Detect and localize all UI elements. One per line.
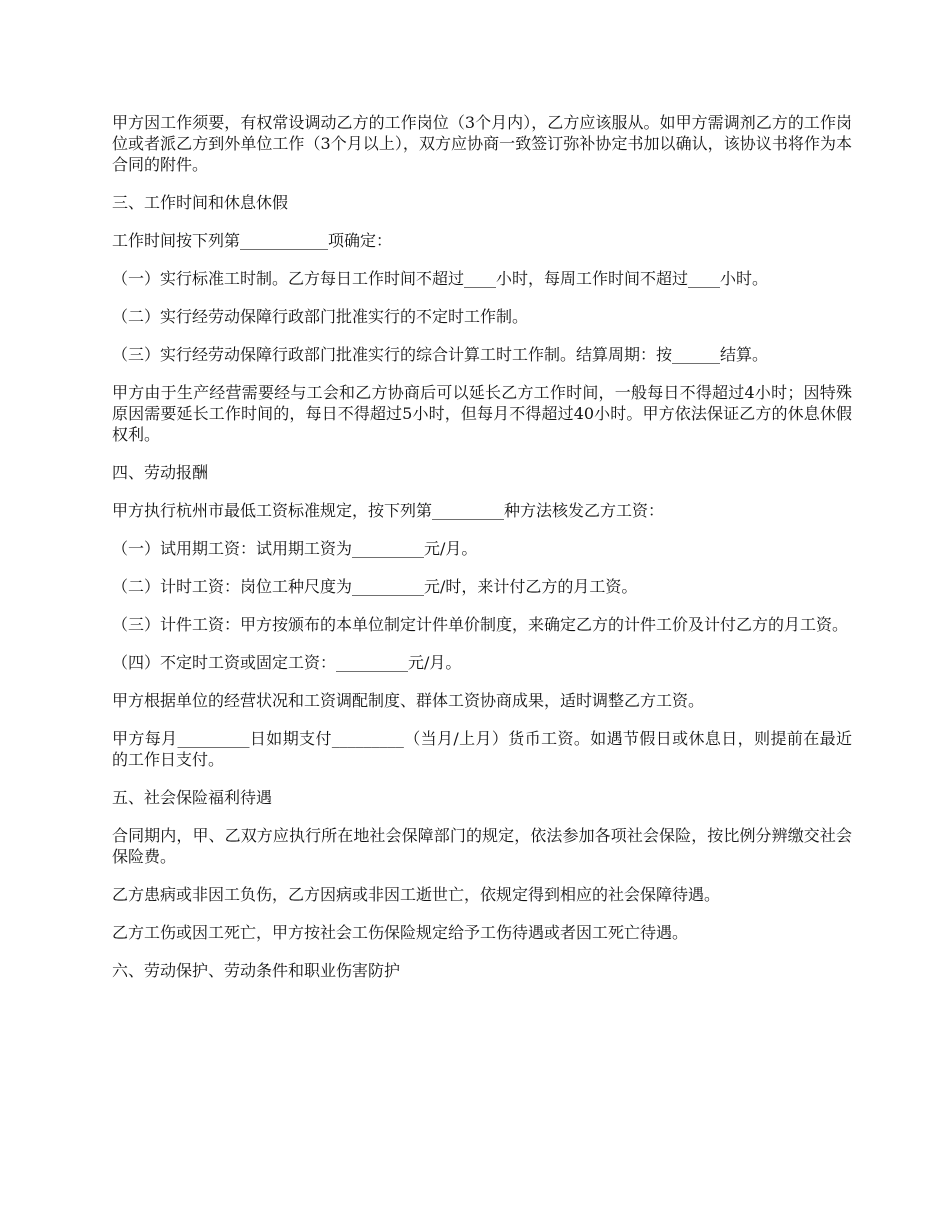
paragraph: （一）试用期工资：试用期工资为_________元/月。 — [112, 539, 478, 558]
paragraph: （三）计件工资：甲方按颁布的本单位制定计件单价制度，来确定乙方的计件工价及计付乙方的月工资。 — [112, 615, 849, 634]
section-heading: 三、工作时间和休息休假 — [112, 193, 289, 212]
paragraph: 合同期内，甲、乙双方应执行所在地社会保障部门的规定，依法参加各项社会保险，按比例分辨缴交社会保险费。 — [112, 826, 852, 866]
paragraph: （一）实行标准工时制。乙方每日工作时间不超过____小时，每周工作时间不超过____小时。 — [112, 269, 769, 288]
paragraph: 甲方根据单位的经营状况和工资调配制度、群体工资协商成果，适时调整乙方工资。 — [112, 691, 705, 710]
paragraph: （四）不定时工资或固定工资：_________元/月。 — [112, 653, 462, 672]
section-heading: 四、劳动报酬 — [112, 463, 209, 482]
document-body — [112, 112, 852, 998]
paragraph: 乙方工伤或因工死亡，甲方按社会工伤保险规定给予工伤待遇或者因工死亡待遇。 — [112, 923, 689, 942]
paragraph: （二）实行经劳动保障行政部门批准实行的不定时工作制。 — [112, 307, 529, 326]
paragraph: 工作时间按下列第___________项确定： — [112, 231, 393, 250]
paragraph: （二）计时工资：岗位工种尺度为_________元/时，来计付乙方的月工资。 — [112, 577, 638, 596]
paragraph: 乙方患病或非因工负伤，乙方因病或非因工逝世亡，依规定得到相应的社会保障待遇。 — [112, 885, 721, 904]
paragraph: 甲方执行杭州市最低工资标准规定，按下列第_________种方法核发乙方工资： — [112, 501, 665, 520]
paragraph: 甲方因工作须要，有权常设调动乙方的工作岗位（3个月内），乙方应该服从。如甲方需调剂乙方的工作岗位或者派乙方到外单位工作（3个月以上），双方应协商一致签订弥补协定书加以确认，该协议书将作为本合同的附件。 — [112, 113, 852, 174]
section-heading: 五、社会保险福利待遇 — [112, 788, 273, 807]
paragraph: 甲方每月_________日如期支付_________（当月/上月）货币工资。如遇节假日或休息日，则提前在最近的工作日支付。 — [112, 729, 852, 769]
paragraph: （三）实行经劳动保障行政部门批准实行的综合计算工时工作制。结算周期：按______结算。 — [112, 345, 769, 364]
paragraph: 甲方由于生产经营需要经与工会和乙方协商后可以延长乙方工作时间，一般每日不得超过4小时；因特殊原因需要延长工作时间的，每日不得超过5小时，但每月不得超过40小时。甲方依法保证乙方的休息休假权利。 — [112, 383, 852, 444]
section-heading: 六、劳动保护、劳动条件和职业伤害防护 — [112, 961, 401, 980]
